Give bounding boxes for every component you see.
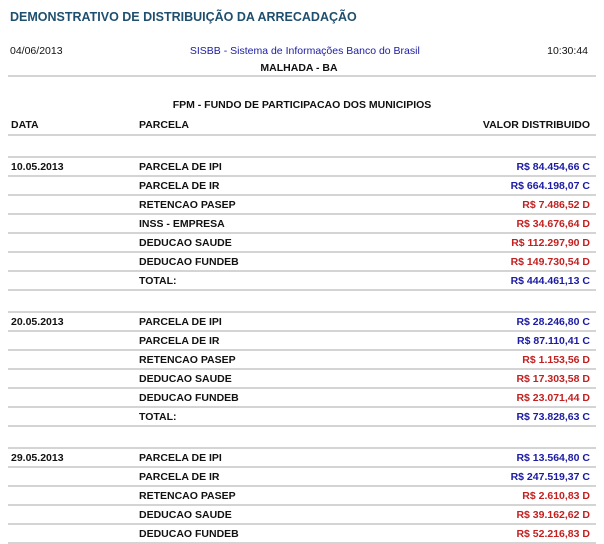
row-date	[8, 467, 136, 486]
location: MALHADA - BA	[260, 61, 338, 74]
table-row	[8, 486, 596, 505]
row-date	[8, 233, 136, 252]
spacer-row	[8, 426, 596, 448]
spacer	[8, 426, 596, 448]
distribution-table	[8, 115, 596, 544]
column-valor: VALOR DISTRIBUIDO	[355, 115, 596, 135]
table-row	[8, 448, 596, 467]
spacer-row	[8, 290, 596, 312]
table-row	[8, 176, 596, 195]
row-date	[8, 195, 136, 214]
row-valor: R$ 84.454,66 C	[355, 157, 596, 176]
row-valor: R$ 149.730,54 D	[355, 252, 596, 271]
row-parcela: RETENCAO PASEP	[136, 486, 355, 505]
table-row	[8, 157, 596, 176]
row-valor: R$ 52.216,83 D	[355, 524, 596, 543]
table-row	[8, 214, 596, 233]
row-parcela: DEDUCAO SAUDE	[136, 505, 355, 524]
column-parcela: PARCELA	[136, 115, 355, 135]
row-parcela: DEDUCAO SAUDE	[136, 369, 355, 388]
table-row	[8, 350, 596, 369]
table-header	[8, 115, 596, 135]
table-row	[8, 369, 596, 388]
row-valor: R$ 13.564,80 C	[355, 448, 596, 467]
row-parcela: DEDUCAO SAUDE	[136, 233, 355, 252]
row-parcela: DEDUCAO FUNDEB	[136, 524, 355, 543]
table-row	[8, 331, 596, 350]
row-parcela: TOTAL:	[136, 407, 355, 426]
row-valor: R$ 664.198,07 C	[355, 176, 596, 195]
row-parcela: RETENCAO PASEP	[136, 350, 355, 369]
report-time: 10:30:44	[547, 44, 588, 57]
table-row	[8, 312, 596, 331]
page-title: DEMONSTRATIVO DE DISTRIBUIÇÃO DA ARRECADAÇÃO	[10, 10, 357, 24]
row-date	[8, 252, 136, 271]
row-date: 20.05.2013	[8, 312, 136, 331]
column-date: DATA	[8, 115, 136, 135]
row-parcela: INSS - EMPRESA	[136, 214, 355, 233]
row-parcela: PARCELA DE IPI	[136, 157, 355, 176]
row-valor: R$ 73.828,63 C	[355, 407, 596, 426]
table-row	[8, 407, 596, 426]
table-row	[8, 195, 596, 214]
row-date	[8, 271, 136, 290]
row-valor: R$ 444.461,13 C	[355, 271, 596, 290]
row-valor: R$ 7.486,52 D	[355, 195, 596, 214]
row-date	[8, 407, 136, 426]
row-date	[8, 369, 136, 388]
section-title: FPM - FUNDO DE PARTICIPACAO DOS MUNICIPIOS	[172, 99, 432, 111]
row-parcela: TOTAL:	[136, 271, 355, 290]
row-parcela: DEDUCAO FUNDEB	[136, 252, 355, 271]
table-row	[8, 524, 596, 543]
row-valor: R$ 23.071,44 D	[355, 388, 596, 407]
row-valor: R$ 1.153,56 D	[355, 350, 596, 369]
table-row	[8, 467, 596, 486]
row-parcela: PARCELA DE IR	[136, 176, 355, 195]
row-valor: R$ 247.519,37 C	[355, 467, 596, 486]
table-row	[8, 252, 596, 271]
row-parcela: PARCELA DE IPI	[136, 312, 355, 331]
row-date	[8, 524, 136, 543]
row-valor: R$ 87.110,41 C	[355, 331, 596, 350]
report-header	[10, 42, 588, 76]
spacer-row	[8, 135, 596, 157]
row-date	[8, 176, 136, 195]
row-date	[8, 505, 136, 524]
system-name: SISBB - Sistema de Informações Banco do Brasil	[189, 44, 420, 57]
row-parcela: RETENCAO PASEP	[136, 195, 355, 214]
row-valor: R$ 2.610,83 D	[355, 486, 596, 505]
divider	[8, 75, 596, 77]
row-parcela: DEDUCAO FUNDEB	[136, 388, 355, 407]
row-parcela: PARCELA DE IR	[136, 467, 355, 486]
row-date: 10.05.2013	[8, 157, 136, 176]
report-date: 04/06/2013	[10, 44, 63, 57]
row-parcela: PARCELA DE IR	[136, 331, 355, 350]
table-row	[8, 271, 596, 290]
row-date: 29.05.2013	[8, 448, 136, 467]
row-valor: R$ 28.246,80 C	[355, 312, 596, 331]
table-row	[8, 233, 596, 252]
table-row	[8, 505, 596, 524]
spacer	[8, 290, 596, 312]
table-row	[8, 388, 596, 407]
row-valor: R$ 112.297,90 D	[355, 233, 596, 252]
row-date	[8, 331, 136, 350]
row-date	[8, 486, 136, 505]
row-valor: R$ 39.162,62 D	[355, 505, 596, 524]
row-parcela: PARCELA DE IPI	[136, 448, 355, 467]
spacer	[8, 135, 596, 157]
row-date	[8, 388, 136, 407]
row-date	[8, 350, 136, 369]
row-date	[8, 214, 136, 233]
row-valor: R$ 34.676,64 D	[355, 214, 596, 233]
row-valor: R$ 17.303,58 D	[355, 369, 596, 388]
